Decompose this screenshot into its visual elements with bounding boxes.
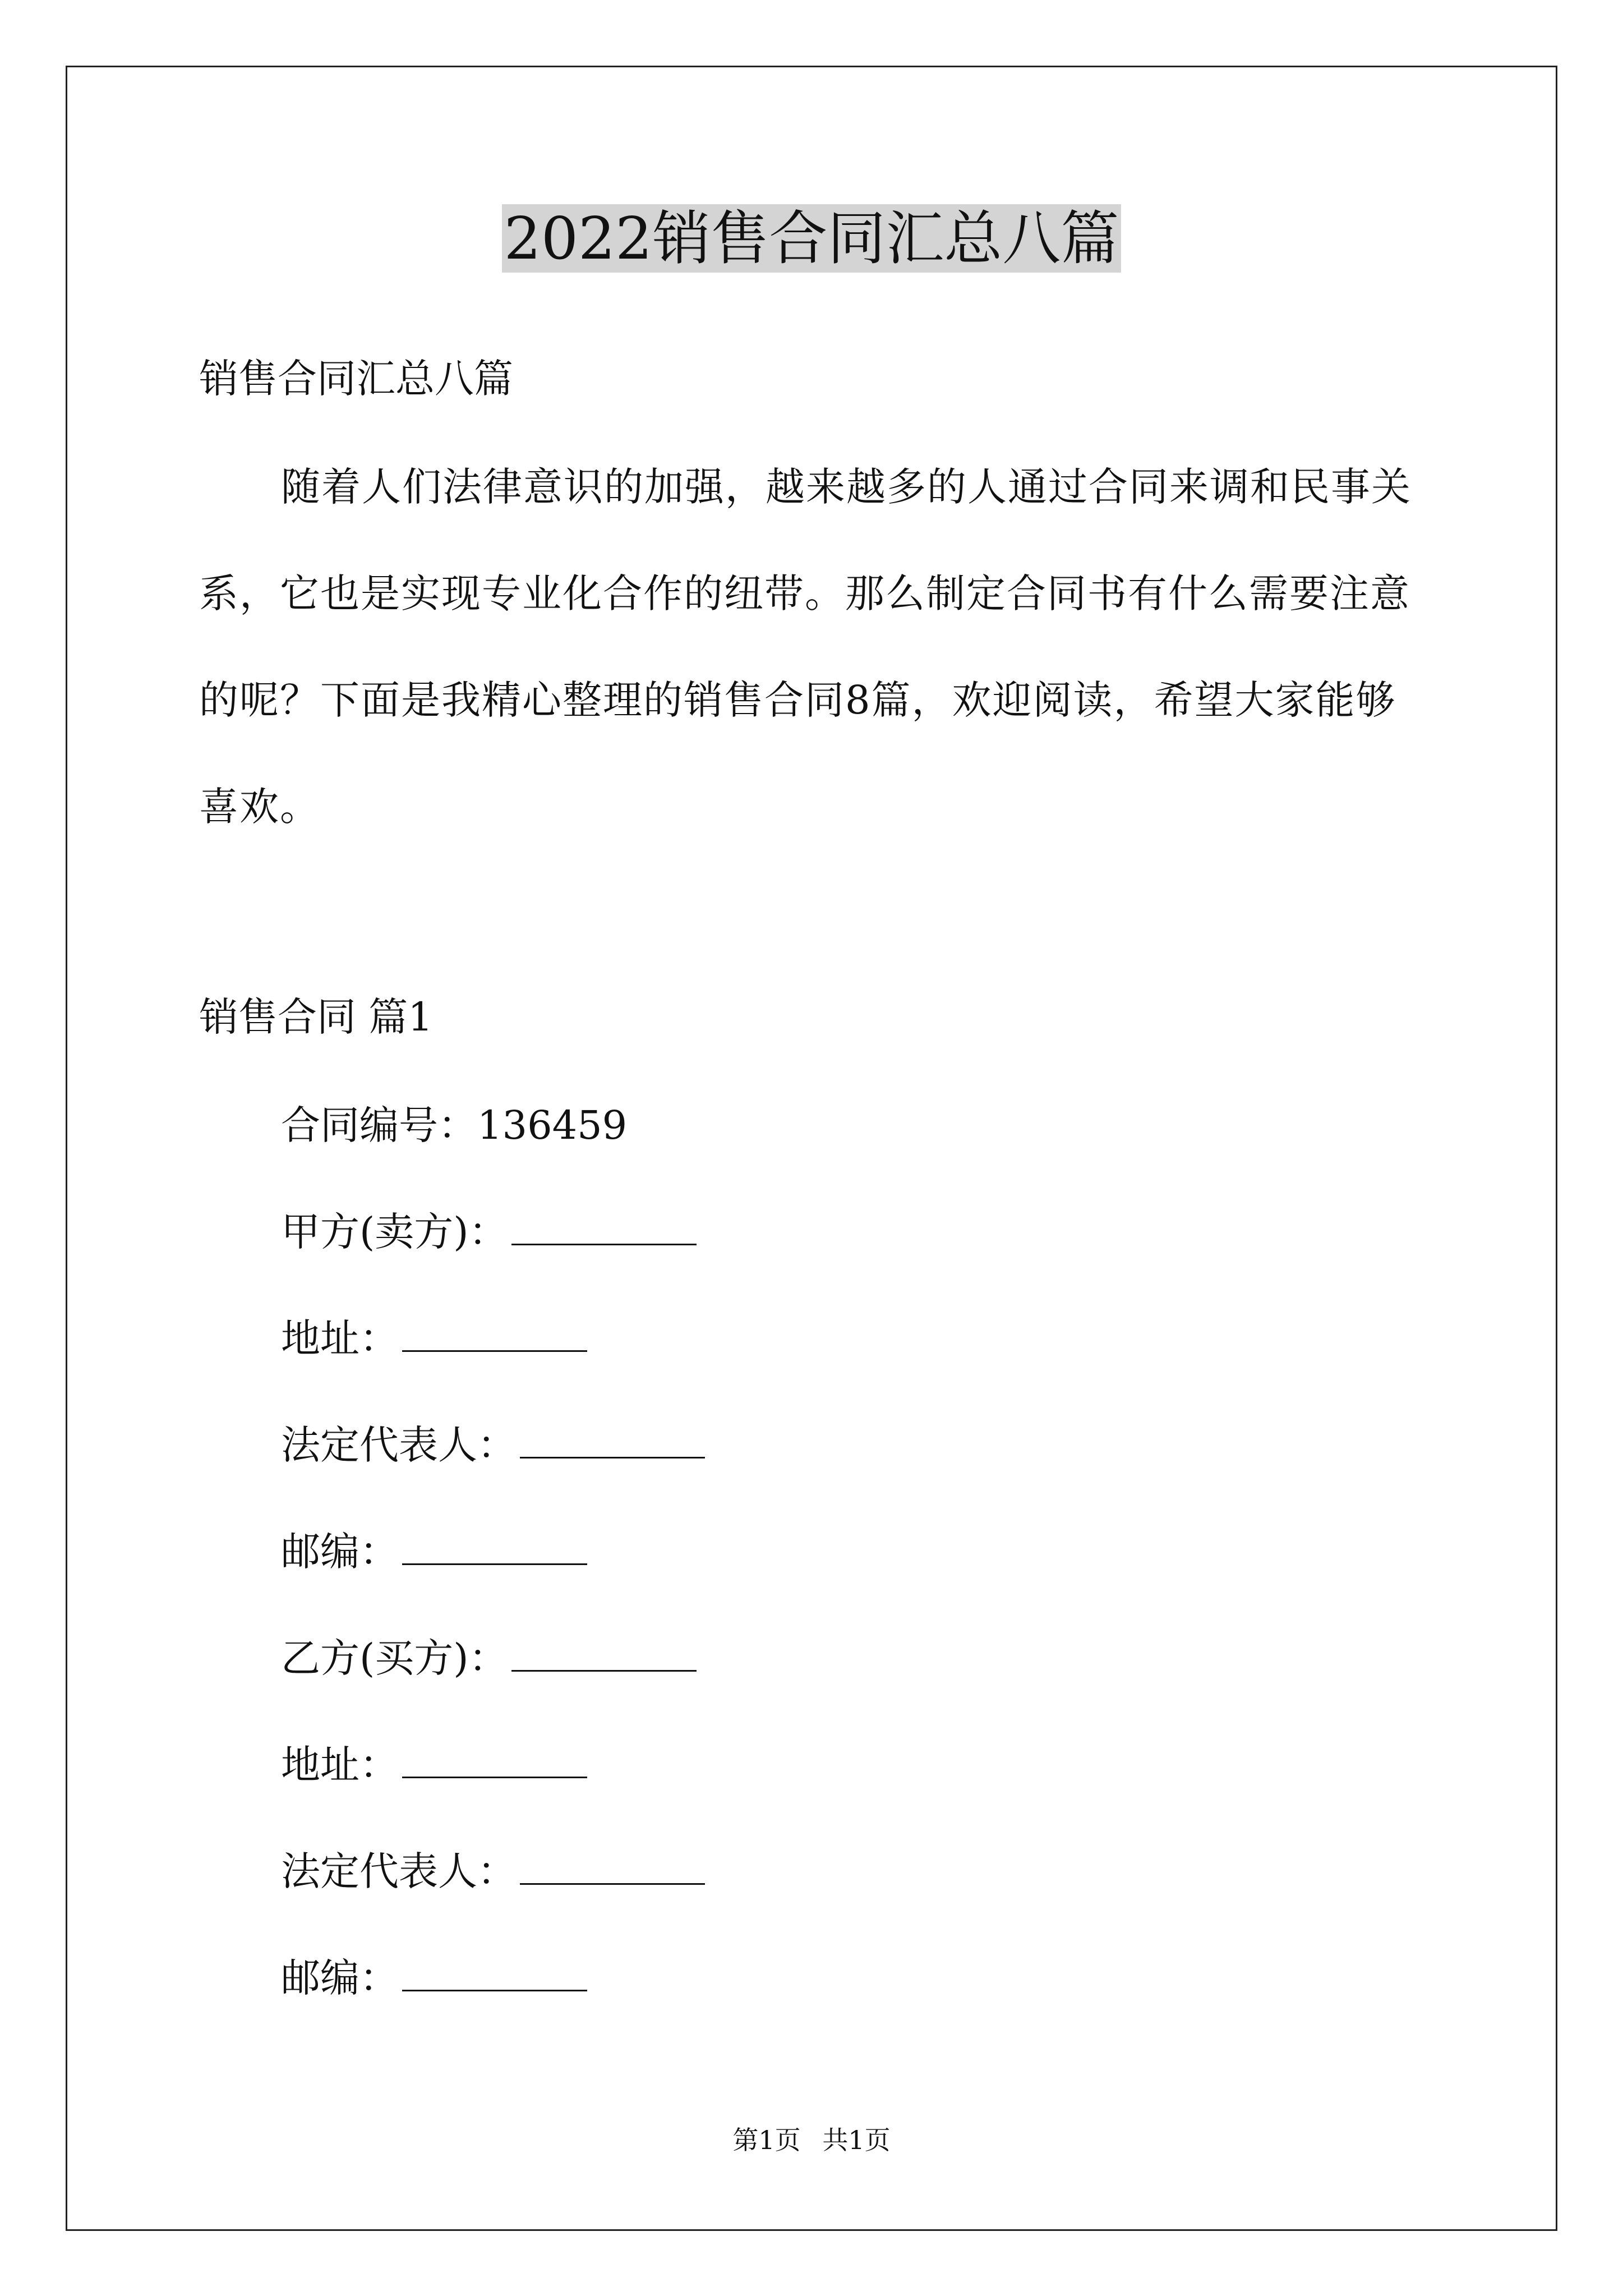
field-seller-postcode [281,1526,587,1577]
fill-in-blank [402,1742,587,1778]
fill-in-blank [520,1422,705,1458]
section-heading: 销售合同 篇1 [199,994,433,1040]
field-buyer-representative [281,1846,705,1897]
intro-line-3: 的呢？下面是我精心整理的销售合同8篇，欢迎阅读，希望大家能够 [199,677,1396,723]
field-label: 法定代表人： [281,1848,517,1894]
fill-in-blank [520,1848,705,1885]
page-number-total: 共1页 [822,2125,891,2155]
field-label: 法定代表人： [281,1422,517,1468]
intro-line-4: 喜欢。 [199,784,320,830]
field-buyer [281,1633,697,1683]
field-seller [281,1207,697,1257]
field-label: 邮编： [281,1529,399,1575]
document-title [0,199,1623,278]
document-subtitle: 销售合同汇总八篇 [199,356,513,402]
field-label: 地址： [281,1315,399,1361]
fill-in-blank [402,1529,587,1565]
field-seller-representative [281,1420,705,1470]
field-label: 地址： [281,1742,399,1788]
contract-number: 合同编号：136459 [281,1102,628,1148]
field-label: 甲方(卖方)： [281,1209,508,1255]
page-footer [0,2123,1623,2157]
page-number-current: 第1页 [732,2125,801,2155]
fill-in-blank [511,1209,697,1245]
field-buyer-address [281,1740,587,1790]
fill-in-blank [402,1955,587,1991]
field-label: 乙方(买方)： [281,1635,508,1681]
field-label: 邮编： [281,1955,399,2001]
fill-in-blank [511,1635,697,1672]
field-seller-address [281,1313,587,1364]
fill-in-blank [402,1315,587,1352]
document-title-text: 2022销售合同汇总八篇 [502,204,1122,273]
intro-line-2: 系，它也是实现专业化合作的纽带。那么制定合同书有什么需要注意 [199,570,1410,616]
field-buyer-postcode [281,1953,587,2003]
intro-line-1: 随着人们法律意识的加强，越来越多的人通过合同来调和民事关 [281,464,1412,510]
